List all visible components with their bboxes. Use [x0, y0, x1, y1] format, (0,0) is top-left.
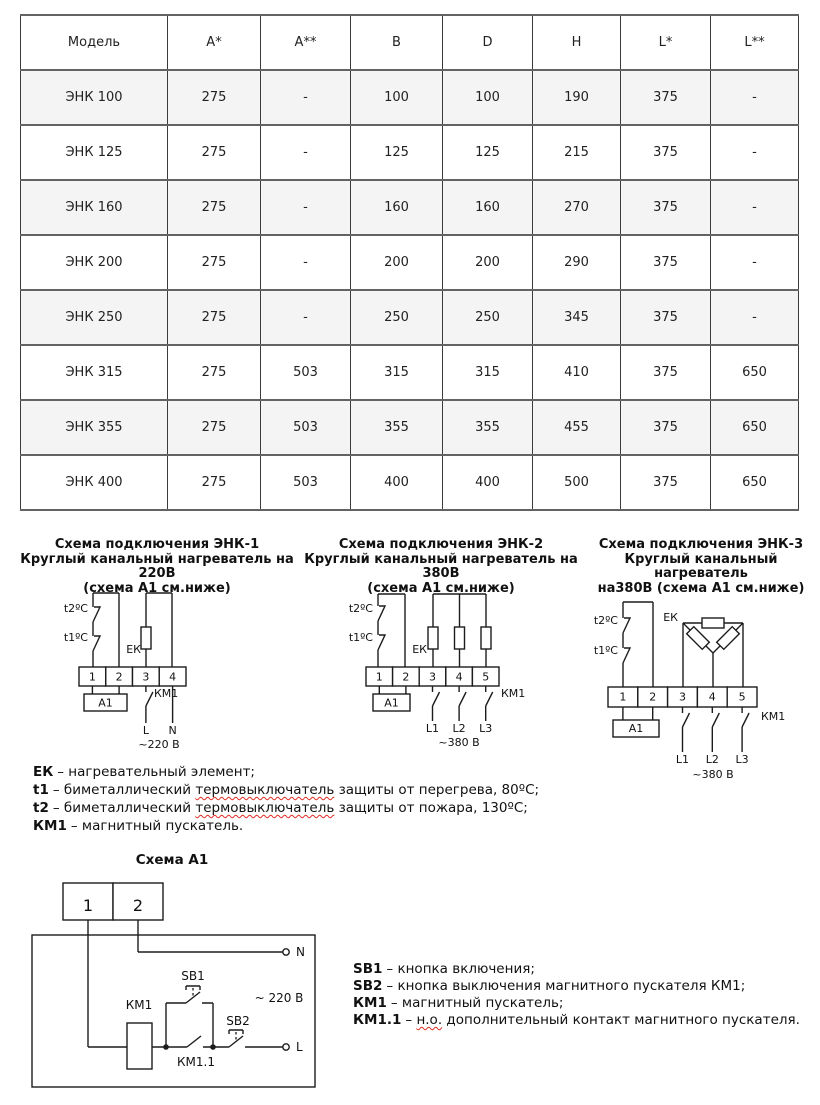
model-cell: ЭНК 160	[21, 180, 168, 235]
spellcheck-word: термовыключатель	[195, 800, 335, 816]
thermo-switch-t1-icon	[623, 648, 630, 663]
terminal-5: 5	[482, 670, 490, 684]
legend-term: КМ1.1	[353, 1012, 402, 1028]
diagram3-title	[585, 538, 817, 596]
diagram2-title-line2: Круглый канальный нагреватель на 380В	[304, 551, 578, 581]
column-header: L*	[621, 15, 711, 70]
model-cell: ЭНК 250	[21, 290, 168, 345]
value-cell: 355	[351, 400, 443, 455]
column-header: A*	[168, 15, 261, 70]
table-row	[21, 345, 799, 400]
value-cell: -	[261, 235, 351, 290]
terminal-4: 4	[708, 690, 716, 704]
heater-element-icon	[717, 627, 740, 650]
value-cell: -	[711, 235, 799, 290]
a1-box-label: А1	[98, 696, 113, 710]
sb2-label: SB2	[226, 1014, 250, 1028]
phase-l3-label: L3	[479, 722, 493, 735]
km1-contact-icon	[146, 692, 153, 706]
model-cell: ЭНК 315	[21, 345, 168, 400]
km1-label: КМ1	[761, 710, 786, 723]
column-header: Модель	[21, 15, 168, 70]
value-cell: 345	[533, 290, 621, 345]
value-cell: 315	[351, 345, 443, 400]
voltage-label: ~220 В	[138, 738, 180, 751]
km1-label: КМ1	[501, 687, 526, 700]
heater-element-icon	[687, 627, 710, 650]
diagram3-title-line1: Схема подключения ЭНК-3	[598, 537, 804, 552]
a1-terminal-2: 2	[132, 896, 144, 915]
value-cell: 400	[443, 455, 533, 510]
phase-label: L	[142, 724, 149, 737]
table-row	[21, 400, 799, 455]
terminal-1: 1	[619, 690, 627, 704]
value-cell: 650	[711, 455, 799, 510]
terminal-5: 5	[738, 690, 746, 704]
value-cell: 375	[621, 125, 711, 180]
value-cell: -	[711, 70, 799, 125]
value-cell: 100	[351, 70, 443, 125]
value-cell: -	[261, 180, 351, 235]
value-cell: 275	[168, 455, 261, 510]
terminal-2: 2	[115, 670, 123, 684]
legend-term: t2	[33, 800, 49, 816]
value-cell: 100	[443, 70, 533, 125]
enclosure-box	[32, 935, 315, 1087]
column-header: B	[351, 15, 443, 70]
component-legend	[33, 763, 539, 835]
value-cell: 200	[443, 235, 533, 290]
neutral-label: N	[296, 945, 305, 959]
ek-label: ЕК	[412, 643, 427, 656]
value-cell: 375	[621, 455, 711, 510]
column-header: L**	[711, 15, 799, 70]
thermo-switch-t2-icon	[378, 606, 385, 621]
value-cell: 275	[168, 235, 261, 290]
heater-element-icon	[481, 627, 491, 649]
km1-label: КМ1	[154, 687, 179, 700]
value-cell: 290	[533, 235, 621, 290]
value-cell: 375	[621, 180, 711, 235]
legend-line-sb1: SB1 – кнопка включения;	[353, 961, 535, 977]
t1-label: t1ºC	[63, 631, 88, 644]
wiring-diagram-enk1	[20, 590, 290, 754]
model-cell: ЭНК 125	[21, 125, 168, 180]
value-cell: 375	[621, 400, 711, 455]
thermo-switch-t2-icon	[623, 618, 630, 633]
km1-contact-icon	[742, 713, 749, 727]
wiring-diagram-enk2	[300, 590, 575, 750]
value-cell: 375	[621, 70, 711, 125]
diagram1-title-line3: (схема А1 см.ниже)	[83, 580, 231, 596]
phase-l1-label: L1	[675, 753, 690, 766]
t2-label: t2ºC	[593, 614, 618, 627]
schema-a1-title: Схема А1	[135, 852, 209, 868]
value-cell: 400	[351, 455, 443, 510]
heater-element-icon	[428, 627, 438, 649]
value-cell: 503	[261, 345, 351, 400]
voltage-label: ~380 В	[438, 736, 480, 749]
table-row	[21, 235, 799, 290]
legend-line-ek: ЕК – нагревательный элемент;	[33, 764, 255, 780]
a1-box-label: А1	[384, 696, 399, 710]
phase-l2-label: L2	[705, 753, 719, 766]
diagram1-title-line1: Схема подключения ЭНК-1	[54, 537, 260, 552]
table-row	[21, 125, 799, 180]
terminal-2: 2	[649, 690, 657, 704]
model-cell: ЭНК 400	[21, 455, 168, 510]
km11-label: КМ1.1	[177, 1055, 215, 1069]
phase-l2-label: L2	[452, 722, 466, 735]
diagram2-title-line1: Схема подключения ЭНК-2	[338, 537, 544, 552]
value-cell: 275	[168, 400, 261, 455]
value-cell: 375	[621, 235, 711, 290]
value-cell: 500	[533, 455, 621, 510]
value-cell: 190	[533, 70, 621, 125]
diagram1-title	[18, 538, 296, 596]
value-cell: -	[261, 70, 351, 125]
heater-element-icon	[141, 627, 151, 649]
terminal-1: 1	[88, 670, 96, 684]
km1-contact-icon	[683, 713, 690, 727]
terminal-4: 4	[455, 670, 463, 684]
diagram2-title	[300, 538, 582, 596]
a1-terminal-1: 1	[82, 896, 94, 915]
km1-contact-icon	[459, 692, 466, 706]
neutral-terminal-icon	[283, 949, 289, 955]
column-header: A**	[261, 15, 351, 70]
heater-element-icon	[455, 627, 465, 649]
thermo-switch-t1-icon	[93, 636, 100, 651]
terminal-3: 3	[679, 690, 686, 704]
km1-contact-icon	[712, 713, 719, 727]
km1-contact-icon	[486, 692, 493, 706]
phase-l1-label: L1	[425, 722, 440, 735]
spellcheck-word: термовыключатель	[195, 782, 335, 798]
model-cell: ЭНК 100	[21, 70, 168, 125]
value-cell: 270	[533, 180, 621, 235]
table-row	[21, 290, 799, 345]
thermo-switch-t1-icon	[378, 635, 385, 650]
dimensions-table	[20, 14, 799, 511]
diagram3-title-line3: на380В (схема А1 см.ниже)	[597, 580, 805, 596]
table-row	[21, 70, 799, 125]
phase-terminal-icon	[283, 1044, 289, 1050]
terminal-4: 4	[169, 670, 177, 684]
value-cell: 160	[443, 180, 533, 235]
table-body	[21, 70, 799, 510]
legend-line-sb2: SB2 – кнопка выключения магнитного пускателя КМ1;	[353, 978, 746, 994]
value-cell: 410	[533, 345, 621, 400]
value-cell: -	[711, 290, 799, 345]
voltage-label: ~ 220 В	[254, 991, 304, 1005]
a1-circuit	[32, 883, 315, 1087]
legend-term: ЕК	[33, 764, 54, 780]
schema-a1-legend	[353, 961, 800, 1029]
value-cell: 275	[168, 180, 261, 235]
table-header-row	[21, 15, 799, 70]
legend-term: t1	[33, 782, 49, 798]
legend-line-t2: t2 – биметаллический термовыключатель защиты от пожара, 130ºС;	[33, 800, 528, 816]
spec-table-section	[20, 14, 799, 511]
value-cell: 375	[621, 345, 711, 400]
column-header: H	[533, 15, 621, 70]
value-cell: 125	[443, 125, 533, 180]
value-cell: 200	[351, 235, 443, 290]
table-row	[21, 455, 799, 510]
value-cell: -	[261, 125, 351, 180]
terminal-1: 1	[375, 670, 383, 684]
legend-term: КМ1	[33, 818, 67, 834]
value-cell: -	[711, 180, 799, 235]
legend-line-km11: КМ1.1 – н.о. дополнительный контакт магнитного пускателя.	[353, 1012, 800, 1028]
value-cell: 125	[351, 125, 443, 180]
value-cell: 275	[168, 125, 261, 180]
legend-term: SB2	[353, 978, 383, 994]
neutral-label: N	[168, 724, 177, 737]
value-cell: -	[261, 290, 351, 345]
table-row	[21, 180, 799, 235]
sb1-label: SB1	[181, 969, 205, 983]
value-cell: 650	[711, 400, 799, 455]
diagram3-title-line2: Круглый канальный нагреватель	[624, 551, 778, 581]
legend-term: SB1	[353, 961, 383, 977]
diagram1-title-line2: Круглый канальный нагреватель на 220В	[20, 551, 294, 581]
t1-label: t1ºC	[348, 631, 373, 644]
value-cell: 455	[533, 400, 621, 455]
value-cell: 355	[443, 400, 533, 455]
legend-line-km1: КМ1 – магнитный пускатель;	[353, 995, 564, 1011]
spellcheck-word: н.о.	[416, 1012, 443, 1028]
ek-label: ЕК	[126, 643, 141, 656]
model-cell: ЭНК 200	[21, 235, 168, 290]
value-cell: 275	[168, 70, 261, 125]
km1-coil	[127, 1023, 152, 1069]
phase-l3-label: L3	[735, 753, 749, 766]
terminal-3: 3	[429, 670, 436, 684]
model-cell: ЭНК 355	[21, 400, 168, 455]
legend-line-t1: t1 – биметаллический термовыключатель защиты от перегрева, 80ºС;	[33, 782, 540, 798]
voltage-label: ~380 В	[692, 768, 734, 781]
value-cell: 215	[533, 125, 621, 180]
value-cell: 375	[621, 290, 711, 345]
value-cell: -	[711, 125, 799, 180]
value-cell: 275	[168, 290, 261, 345]
value-cell: 503	[261, 455, 351, 510]
km1-label: КМ1	[125, 998, 153, 1012]
wiring-diagram-enk3	[585, 590, 815, 786]
thermo-switch-t2-icon	[93, 607, 100, 622]
legend-line-km1: КМ1 – магнитный пускатель.	[33, 818, 244, 834]
enk1-circuit	[79, 593, 186, 723]
terminal-3: 3	[142, 670, 150, 684]
value-cell: 315	[443, 345, 533, 400]
terminal-2: 2	[402, 670, 410, 684]
phase-label: L	[296, 1040, 303, 1054]
heater-element-icon	[702, 618, 724, 628]
value-cell: 250	[443, 290, 533, 345]
value-cell: 250	[351, 290, 443, 345]
legend-term: КМ1	[353, 995, 387, 1011]
value-cell: 650	[711, 345, 799, 400]
value-cell: 160	[351, 180, 443, 235]
t2-label: t2ºC	[348, 602, 373, 615]
diagram2-title-line3: (схема А1 см.ниже)	[367, 580, 515, 596]
t1-label: t1ºC	[593, 644, 618, 657]
t2-label: t2ºC	[63, 602, 88, 615]
ek-label: ЕК	[663, 611, 678, 624]
a1-box-label: А1	[628, 722, 644, 735]
value-cell: 503	[261, 400, 351, 455]
schema-a1-diagram	[20, 865, 360, 1105]
column-header: D	[443, 15, 533, 70]
km1-contact-icon	[433, 692, 440, 706]
value-cell: 275	[168, 345, 261, 400]
